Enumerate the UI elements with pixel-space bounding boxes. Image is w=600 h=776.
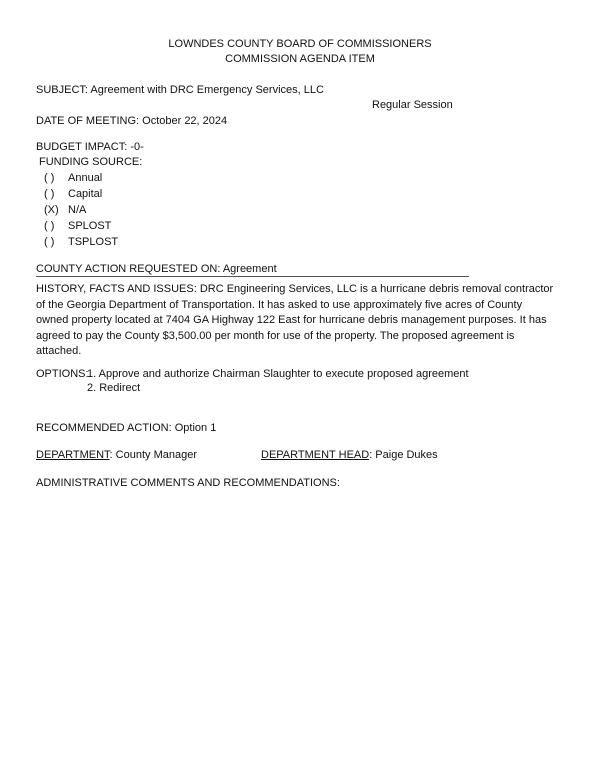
- department-label: DEPARTMENT: [36, 449, 110, 461]
- checkbox-mark: ( ): [44, 188, 55, 200]
- recommended-action: RECOMMENDED ACTION: Option 1: [36, 422, 217, 434]
- funding-option-label: SPLOST: [68, 220, 112, 232]
- checkbox-mark: ( ): [44, 220, 55, 232]
- checkbox-mark: ( ): [44, 236, 55, 248]
- option-item-2: 2. Redirect: [87, 382, 141, 394]
- options-label: OPTIONS:: [36, 368, 89, 380]
- option-item-1: 1. Approve and authorize Chairman Slaughter to execute proposed agreement: [87, 368, 469, 380]
- funding-option-na: [44, 203, 86, 217]
- funding-option-capital: [44, 187, 102, 201]
- subject-line: SUBJECT: Agreement with DRC Emergency Services, LLC: [36, 84, 324, 96]
- department: [36, 448, 197, 462]
- budget-impact: BUDGET IMPACT: -0-: [36, 141, 144, 153]
- header-subtitle: COMMISSION AGENDA ITEM: [225, 53, 375, 65]
- session-type: Regular Session: [372, 99, 453, 111]
- meeting-date: DATE OF MEETING: October 22, 2024: [36, 115, 228, 127]
- checkbox-mark: ( ): [44, 172, 55, 184]
- header-title: LOWNDES COUNTY BOARD OF COMMISSIONERS: [168, 38, 432, 50]
- funding-option-label: Annual: [68, 172, 103, 184]
- administrative-comments: ADMINISTRATIVE COMMENTS AND RECOMMENDATIONS:: [36, 477, 340, 489]
- funding-option-tsplost: [44, 235, 118, 249]
- history-facts-issues: HISTORY, FACTS AND ISSUES: DRC Engineering Services, LLC is a hurricane debris removal contractor of the Georgia Department of Transportation. It has asked to use approximately five acres of County owned property located at 7404 GA Highway 122 East for hurricane debris management purposes. It has agreed to pay the County $3,500.00 per month for use of the property. The proposed agreement is attached.: [36, 283, 554, 357]
- checkbox-mark: (X): [44, 204, 59, 216]
- section-divider: [36, 276, 469, 277]
- funding-source-label: FUNDING SOURCE:: [39, 156, 143, 168]
- county-action-requested: COUNTY ACTION REQUESTED ON: Agreement: [36, 263, 277, 275]
- funding-option-label: Capital: [68, 188, 103, 200]
- department-head-value: : Paige Dukes: [369, 449, 438, 461]
- funding-option-splost: [44, 219, 111, 233]
- department-head: [261, 448, 438, 462]
- department-head-label: DEPARTMENT HEAD: [261, 449, 370, 461]
- funding-option-label: TSPLOST: [68, 236, 119, 248]
- funding-option-annual: [44, 171, 102, 185]
- department-value: : County Manager: [109, 449, 197, 461]
- funding-option-label: N/A: [68, 204, 87, 216]
